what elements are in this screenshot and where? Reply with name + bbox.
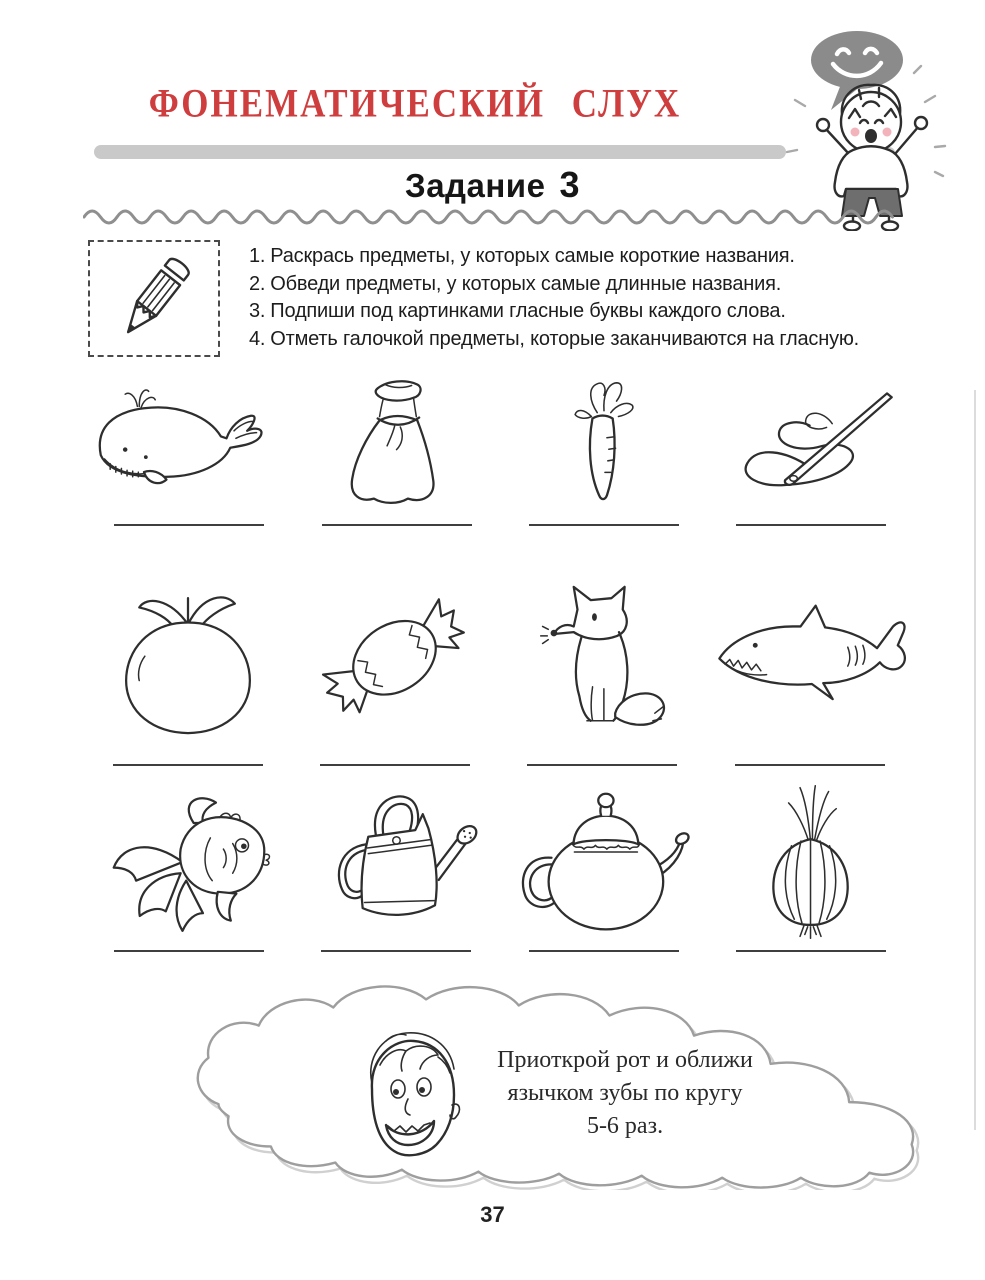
answer-line <box>321 950 471 952</box>
picture-teapot <box>500 782 708 950</box>
picture-candy <box>292 560 499 764</box>
picture-carrot <box>500 368 707 524</box>
answer-line <box>529 950 679 952</box>
picture-sack <box>293 368 500 524</box>
wavy-divider <box>83 204 911 230</box>
worksheet-cell <box>500 782 708 952</box>
worksheet-cell <box>293 368 500 526</box>
answer-line <box>735 764 885 766</box>
worksheet-cell <box>293 782 501 952</box>
pencil-box <box>88 240 220 357</box>
answer-line <box>320 764 470 766</box>
worksheet-cell <box>500 368 707 526</box>
picture-goldfish <box>85 782 293 950</box>
answer-line <box>736 950 886 952</box>
task-label: Задание <box>405 167 546 204</box>
picture-fox <box>498 560 705 764</box>
answer-line <box>114 524 264 526</box>
instructions-list <box>249 243 869 353</box>
instruction-4: 4. Отметь галочкой предметы, которые заканчиваются на гласную. <box>249 327 860 350</box>
exercise-text <box>475 1044 775 1143</box>
exercise-line-3: 5-6 раз. <box>586 1113 664 1139</box>
pencil-icon <box>105 245 203 352</box>
needle-and-thread-icon <box>718 384 904 502</box>
exercise-line-1: Приоткрой рот и оближи <box>497 1047 753 1073</box>
pictures-grid-row-3 <box>85 782 915 952</box>
instruction-1: 1. Раскрась предметы, у которых самые короткие названия. <box>249 245 795 267</box>
fox-icon <box>536 580 668 738</box>
sack-icon <box>338 377 456 509</box>
onion-icon <box>765 782 857 944</box>
worksheet-cell <box>292 560 499 766</box>
worksheet-cell <box>705 560 915 766</box>
worksheet-cell <box>498 560 705 766</box>
page-number: 37 <box>480 1202 505 1227</box>
worksheet-cell <box>708 782 916 952</box>
shark-icon <box>705 600 915 718</box>
teapot-icon <box>513 789 695 937</box>
page-title: ФОНЕМАТИЧЕСКИЙ СЛУХ <box>148 81 682 126</box>
picture-tomato <box>85 560 292 764</box>
picture-needle <box>708 368 915 524</box>
exercise-line-2: язычком зубы по кругу <box>507 1080 743 1106</box>
instruction-2: 2. Обведи предметы, у которых самые длинные названия. <box>249 272 782 295</box>
worksheet-cell <box>85 782 293 952</box>
worksheet-cell <box>85 560 292 766</box>
goldfish-icon <box>100 784 278 942</box>
answer-line <box>113 764 263 766</box>
picture-shark <box>705 560 915 764</box>
worksheet-cell <box>85 368 293 526</box>
header-divider-bar <box>94 145 786 159</box>
whale-icon <box>85 382 293 504</box>
task-heading <box>0 164 985 206</box>
answer-line <box>527 764 677 766</box>
carrot-icon <box>560 378 648 508</box>
picture-whale <box>85 368 293 524</box>
instruction-3: 3. Подпиши под картинками гласные буквы каждого слова. <box>249 300 786 323</box>
tomato-icon <box>113 579 263 739</box>
candy-icon <box>314 583 476 735</box>
pictures-grid-row-2 <box>85 560 915 766</box>
smiley-speech-bubble-icon <box>811 31 903 89</box>
worksheet-cell <box>708 368 915 526</box>
answer-line <box>114 950 264 952</box>
answer-line <box>736 524 886 526</box>
boy-face-illustration <box>342 1012 482 1184</box>
page-edge-line <box>974 390 976 1130</box>
picture-watering-can <box>293 782 501 950</box>
answer-line <box>322 524 472 526</box>
task-number: 3 <box>559 164 580 205</box>
picture-onion <box>708 782 916 950</box>
pictures-grid-row-1 <box>85 368 915 526</box>
answer-line <box>529 524 679 526</box>
watering-can-icon <box>312 786 480 941</box>
